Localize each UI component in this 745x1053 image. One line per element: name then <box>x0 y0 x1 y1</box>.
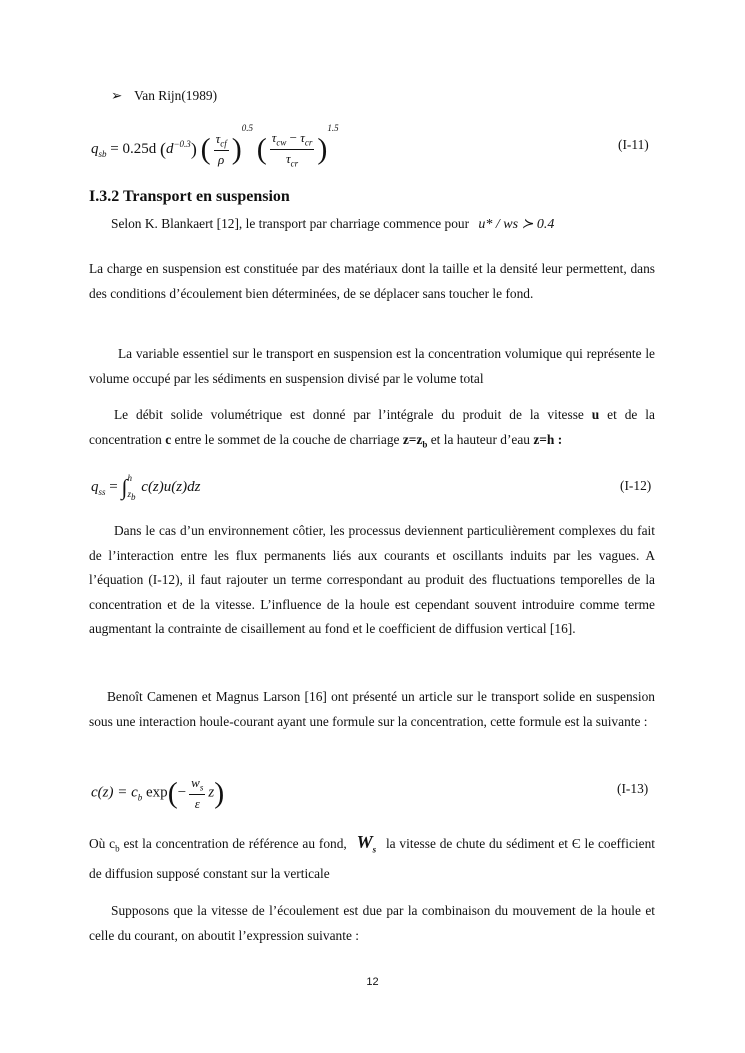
fraction-tau-cf-rho: $\frac{\tau_{cf}}{\rho}$ <box>215 131 227 167</box>
fraction-ws-epsilon: $\frac{w_s}{\varepsilon}$ <box>191 775 204 811</box>
equation-i-11: $q_{sb} = 0.25d$ $(d^{-0.3})$ ( $\frac{\tau_{cf}}{\rho}$ )$^{0.5}$ ( $\frac{\tau_{cw} - \tau_{cr}}{\tau_{cr}}$ )$^{1.5}$ <box>91 123 339 169</box>
criterion-formula: u* / ws ≻ 0.4 <box>478 217 555 232</box>
equation-label-i-12: (I-12) <box>620 478 652 493</box>
page-number: 12 <box>366 976 379 988</box>
paragraph-debit-solide: Le débit solide volumétrique est donné par l’intégrale du produit de la vitesse u et de la concentration c entre le sommet de la couche de charriage $z=z_b$ et la hauteur d’eau z=h : <box>89 407 655 450</box>
bullet-text: Van Rijn(1989) <box>134 88 218 103</box>
ws-symbol: $W_s$ <box>356 832 377 855</box>
arrow-bullet-icon: ➢ <box>111 88 123 103</box>
paragraph-supposons: Supposons que la vitesse de l’écoulement est due par la combinaison du mouvement de la houle et celle du courant, on aboutit l’expression suivante : <box>89 903 655 943</box>
section-heading: I.3.2 Transport en suspension <box>89 188 290 205</box>
paragraph-camenen-larson: Benoît Camenen et Magnus Larson [16] ont présenté un article sur le transport solide en suspension sous une interaction houle-courant ayant une formule sur la concentration, cette formule est la suivante : <box>89 689 655 729</box>
paragraph-environnement-cotier: Dans le cas d’un environnement côtier, les processus deviennent particulièrement complexes du fait de l’interaction entre les flux permanents liés aux courants et oscillants induits par les vagues. A l’équation (I-12), il faut rajouter un terme correspondant au produit des fluctuations temporelles de la concentration et de la vitesse. L’influence de la houle est cependant souvent introduire comme terme augmentant la contrainte de cisaillement au fond et le coefficient de diffusion vertical [16]. <box>89 523 655 636</box>
fraction-tau-cw-cr: $\frac{\tau_{cw} - \tau_{cr}}{\tau_{cr}}$ <box>271 130 313 169</box>
bullet-van-rijn <box>111 88 217 104</box>
equation-i-13: $c(z) = c_b$ exp(− $\frac{w_s}{\varepsilon}$ z) <box>91 775 225 811</box>
equation-i-12: $q_{ss}$ = ∫ h $z_b$ c(z)u(z)dz <box>91 473 201 502</box>
equation-label-i-11: (I-11) <box>618 137 649 152</box>
equation-label-i-13: (I-13) <box>617 781 649 796</box>
paragraph-variable-essentiel: La variable essentiel sur le transport en suspension est la concentration volumique qui représente le volume occupé par les sédiments en suspension divisé par le volume total <box>89 346 655 386</box>
paragraph-reference-concentration: Où $c_b$ est la concentration de référence au fond, $W_s$ la vitesse de chute du sédiment et Є le coefficient de diffusion supposé constant sur la verticale <box>89 832 655 882</box>
paragraph-charge-suspension: La charge en suspension est constituée par des matériaux dont la taille et la densité leur permettent, dans des conditions d’écoulement bien déterminées, de se déplacer sans toucher le fond. <box>89 261 655 301</box>
paragraph-blankaert: Selon K. Blankaert [12], le transport par charriage commence pour u* / ws ≻ 0.4 <box>111 216 555 232</box>
